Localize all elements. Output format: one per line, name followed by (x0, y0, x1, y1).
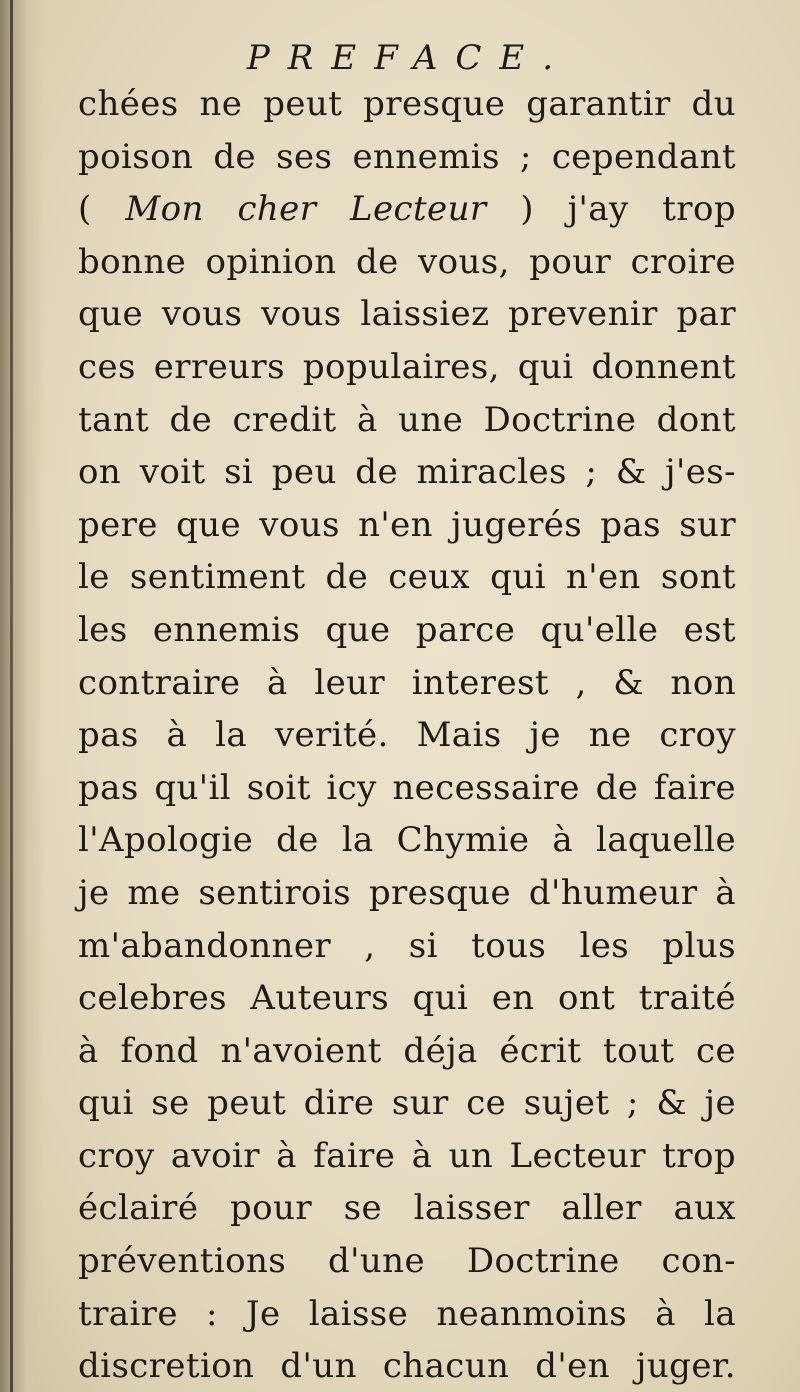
text-line: éclairé pour se laisser aller aux (78, 1188, 736, 1229)
text-line: bonne opinion de vous, pour croire (78, 241, 736, 282)
text-line: les ennemis que parce qu'elle est (78, 609, 736, 650)
text-line (78, 183, 736, 236)
text-line: à fond n'avoient déja écrit tout ce (78, 1030, 736, 1071)
text-line: pas à la verité. Mais je ne croy (78, 715, 736, 756)
italic-phrase: Mon cher Lecteur (125, 189, 487, 230)
text-line: ces erreurs populaires, qui donnent (78, 346, 736, 387)
text-line: contraire à leur interest , & non (78, 662, 736, 703)
text-line: je me sentirois presque d'humeur à (78, 872, 736, 913)
text-line: poison de ses ennemis ; cependant (78, 136, 736, 177)
text-line: m'abandonner , si tous les plus (78, 925, 736, 966)
text-line: traire : Je laisse neanmoins à la (78, 1293, 736, 1334)
binding-shadow (0, 0, 46, 1392)
paren-open: ( (78, 189, 92, 230)
text-line: discretion d'un chacun d'en juger. (78, 1346, 736, 1387)
body-text (78, 78, 736, 1392)
text-line: pas qu'il soit icy necessaire de faire (78, 767, 736, 808)
text-line: l'Apologie de la Chymie à laquelle (78, 820, 736, 861)
running-head: PREFACE. (246, 38, 572, 78)
text-line: que vous vous laissiez prevenir par (78, 294, 736, 335)
text-line: on voit si peu de miracles ; & j'es- (78, 452, 736, 493)
text-line: préventions d'une Doctrine con- (78, 1241, 736, 1282)
text-line: pere que vous n'en jugerés pas sur (78, 504, 736, 545)
text-line: tant de credit à une Doctrine dont (78, 399, 736, 440)
line-end: ) j'ay trop (520, 189, 736, 230)
text-line: le sentiment de ceux qui n'en sont (78, 557, 736, 598)
text-line: qui se peut dire sur ce sujet ; & je (78, 1083, 736, 1124)
text-line: chées ne peut presque garantir du (78, 84, 736, 124)
text-line: croy avoir à faire à un Lecteur trop (78, 1135, 736, 1176)
page-edge (10, 0, 13, 1392)
text-line: celebres Auteurs qui en ont traité (78, 978, 736, 1019)
